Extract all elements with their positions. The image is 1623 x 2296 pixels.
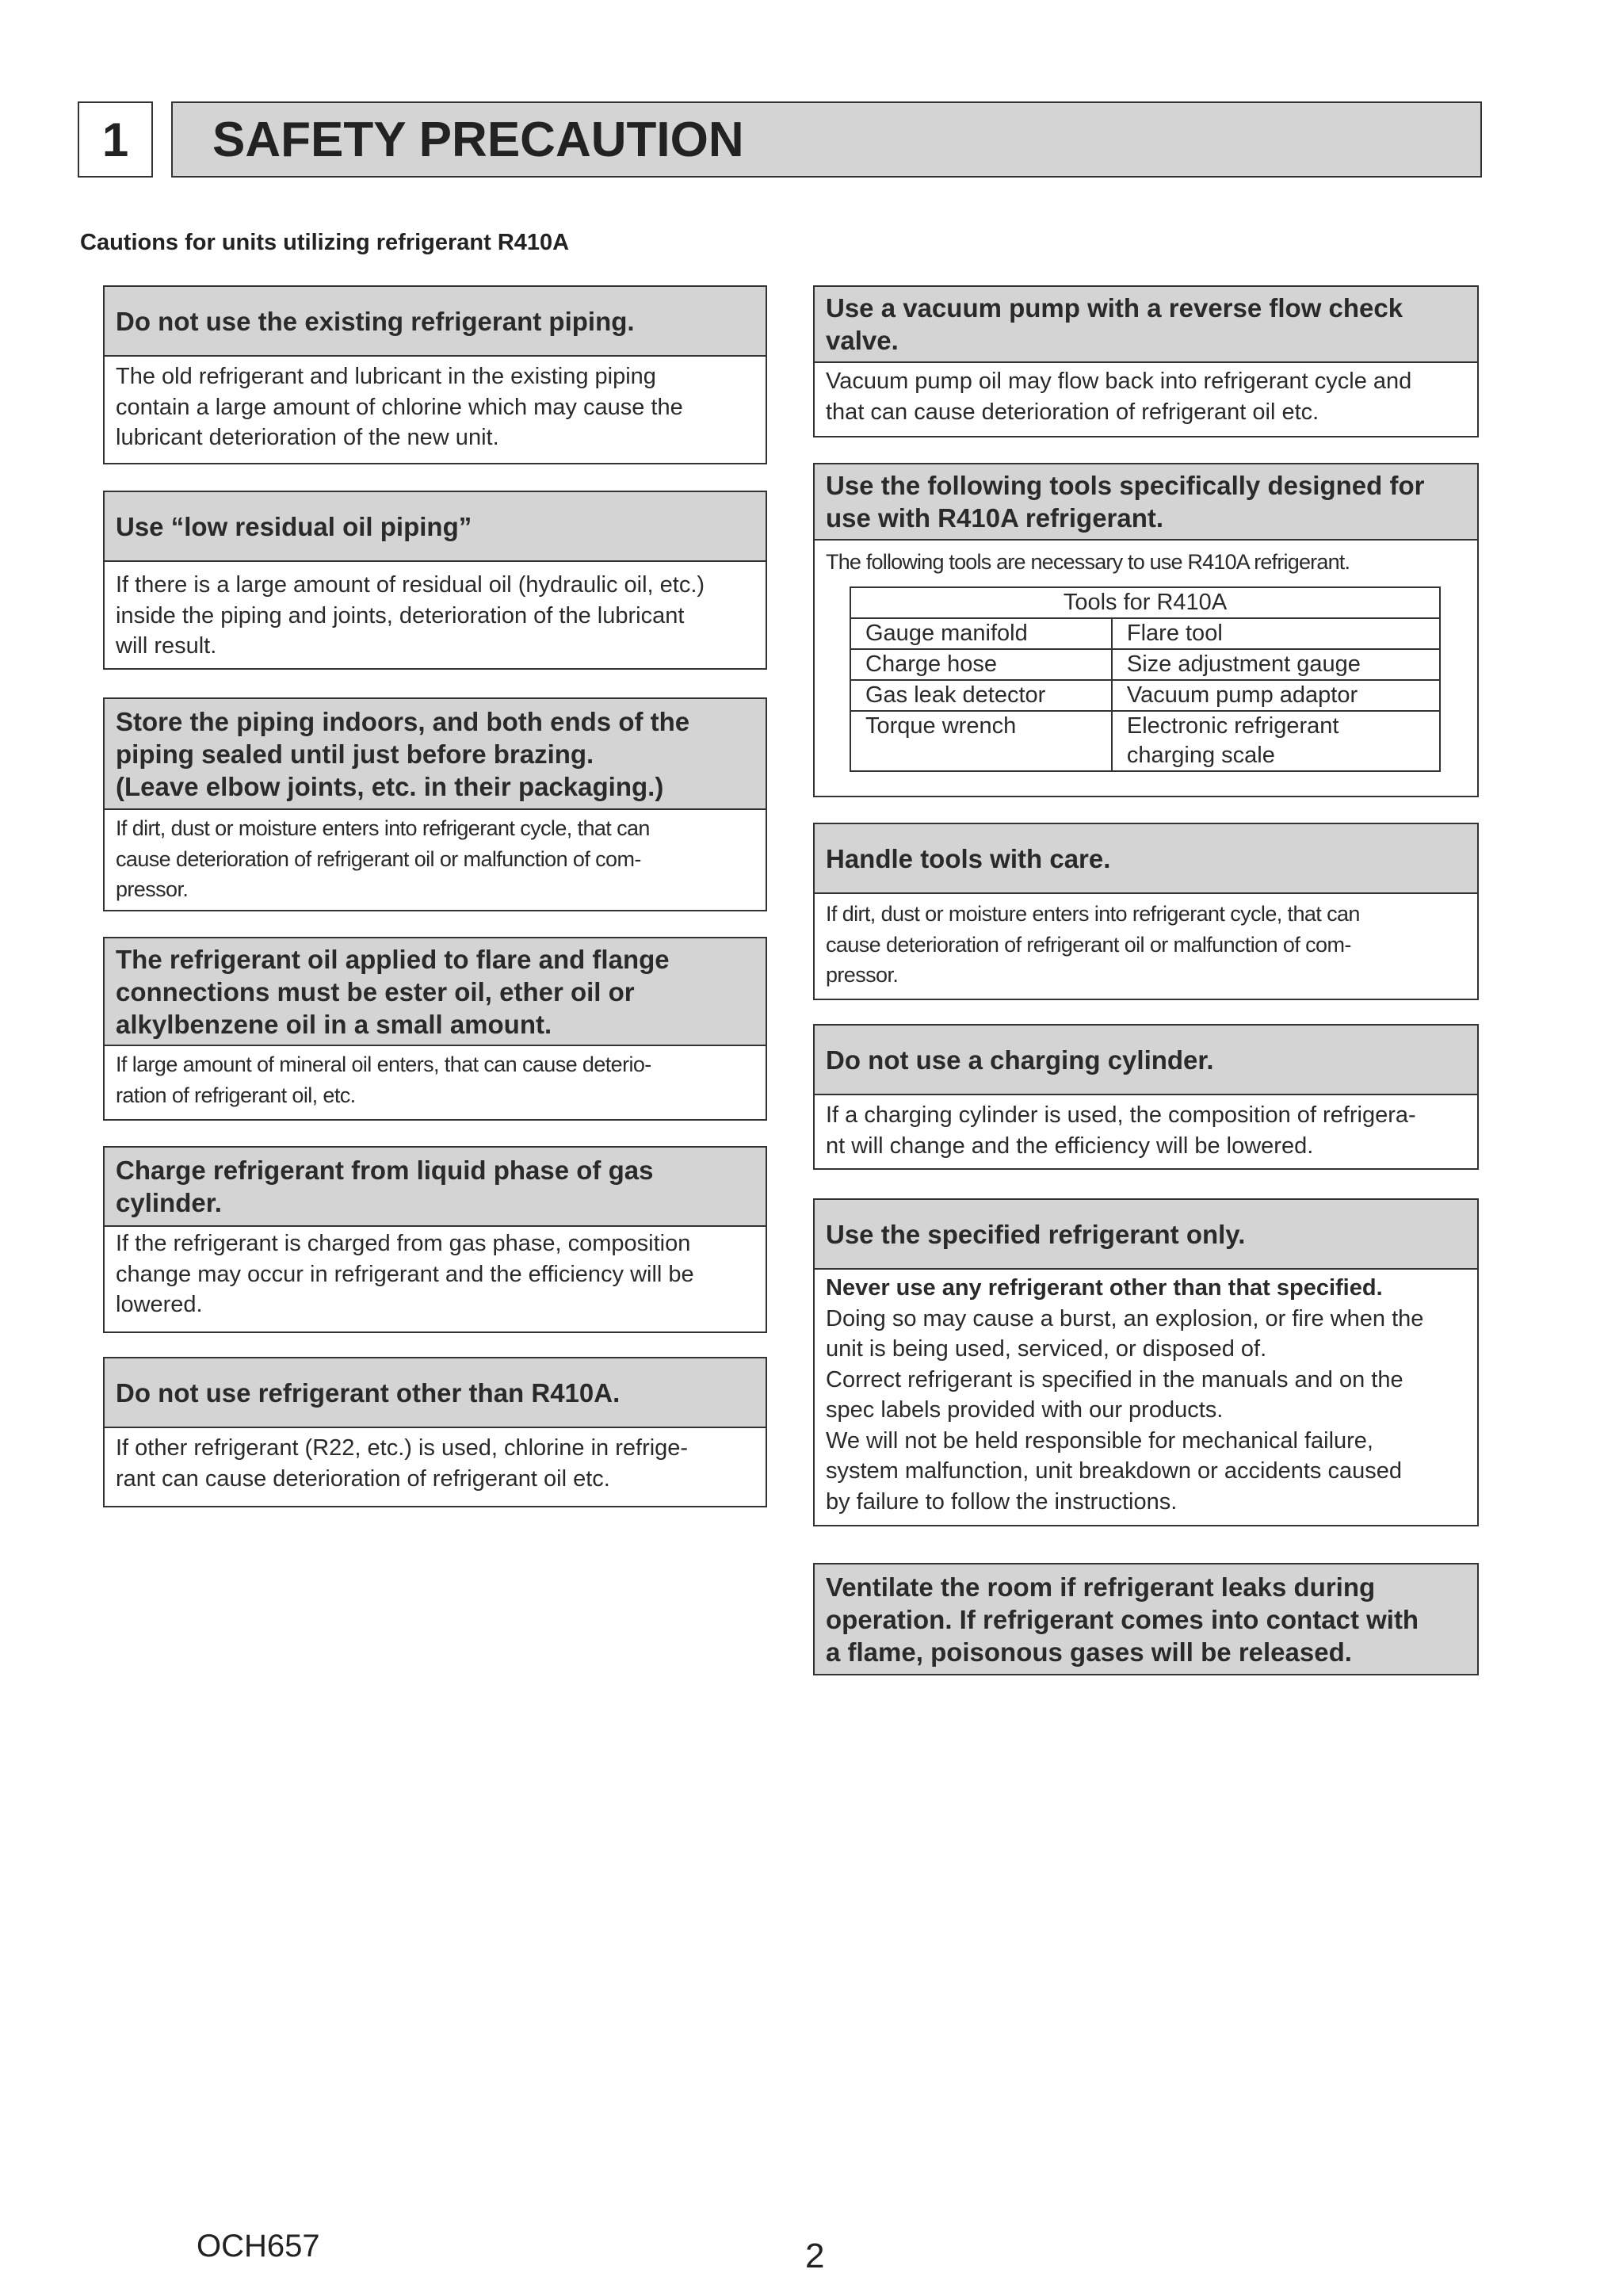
body-line: system malfunction, unit breakdown or accidents caused <box>826 1458 1402 1484</box>
caution-handle-tools <box>813 823 1479 1000</box>
section-number: 1 <box>78 101 153 178</box>
heading-line: cylinder. <box>116 1188 222 1217</box>
table-cell: Size adjustment gauge <box>1112 649 1440 680</box>
caution-ventilate-room <box>813 1563 1479 1675</box>
body-line-bold: Never use any refrigerant other than that specified. <box>826 1275 1383 1301</box>
body-line: nt will change and the efficiency will be lowered. <box>826 1133 1314 1159</box>
table-cell: Electronic refrigerant <box>1112 711 1440 741</box>
heading-line: alkylbenzene oil in a small amount. <box>116 1009 552 1039</box>
body-line: If a charging cylinder is used, the composition of refrigera- <box>826 1102 1416 1128</box>
heading-line: Use the specified refrigerant only. <box>826 1219 1246 1249</box>
table-cell: Vacuum pump adaptor <box>1112 680 1440 711</box>
caution-heading <box>105 1358 766 1428</box>
caution-body <box>105 562 766 662</box>
caution-vacuum-pump <box>813 285 1479 437</box>
table-row <box>850 649 1440 680</box>
heading-line: valve. <box>826 326 899 355</box>
tools-table <box>850 586 1441 772</box>
table-cell: Gas leak detector <box>850 680 1112 711</box>
caution-heading <box>105 938 766 1046</box>
body-line: lubricant deterioration of the new unit. <box>116 425 499 450</box>
page-subtitle: Cautions for units utilizing refrigerant R410A <box>80 230 570 255</box>
table-row <box>850 680 1440 711</box>
caution-charging-cylinder <box>813 1024 1479 1170</box>
body-line: The old refrigerant and lubricant in the existing piping <box>116 364 656 389</box>
caution-body <box>105 1227 766 1320</box>
section-title-text: SAFETY PRECAUTION <box>212 112 744 167</box>
heading-line: Ventilate the room if refrigerant leaks during <box>826 1572 1376 1602</box>
caution-body <box>815 1095 1477 1161</box>
body-line: spec labels provided with our products. <box>826 1397 1224 1423</box>
caution-body <box>105 810 766 905</box>
heading-line: (Leave elbow joints, etc. in their packaging.) <box>116 771 664 801</box>
caution-heading <box>105 287 766 357</box>
heading-line: Use “low residual oil piping” <box>116 511 472 541</box>
body-line: cause deterioration of refrigerant oil or malfunction of com- <box>826 932 1351 957</box>
table-cell: Flare tool <box>1112 618 1440 649</box>
heading-line: Use the following tools specifically designed for <box>826 471 1425 500</box>
body-line: If dirt, dust or moisture enters into refrigerant cycle, that can <box>826 902 1360 926</box>
body-line: will result. <box>116 633 217 659</box>
body-line: pressor. <box>826 963 899 987</box>
caution-other-refrigerant <box>103 1357 767 1507</box>
heading-line: Do not use a charging cylinder. <box>826 1045 1214 1075</box>
heading-line: use with R410A refrigerant. <box>826 503 1164 533</box>
caution-heading <box>815 1200 1477 1270</box>
caution-heading <box>105 492 766 562</box>
body-line: cause deterioration of refrigerant oil or malfunction of com- <box>116 846 641 871</box>
table-cell: Torque wrench <box>850 711 1112 771</box>
section-title <box>171 101 1482 178</box>
body-line: by failure to follow the instructions. <box>826 1488 1178 1515</box>
heading-line: Do not use refrigerant other than R410A. <box>116 1377 621 1408</box>
heading-line: Store the piping indoors, and both ends of the <box>116 706 690 736</box>
body-line: If dirt, dust or moisture enters into refrigerant cycle, that can <box>116 816 650 840</box>
body-line: contain a large amount of chlorine which may cause the <box>116 394 683 420</box>
caution-body <box>105 1428 766 1494</box>
body-line: The following tools are necessary to use R410A refrigerant. <box>826 550 1350 574</box>
heading-line: operation. If refrigerant comes into contact with <box>826 1604 1419 1634</box>
heading-line: Charge refrigerant from liquid phase of gas <box>116 1156 654 1185</box>
caution-heading <box>815 464 1477 541</box>
body-line: pressor. <box>116 877 189 901</box>
caution-body <box>815 1270 1477 1517</box>
table-cell: Gauge manifold <box>850 618 1112 649</box>
caution-heading <box>815 1026 1477 1095</box>
body-line: ration of refrigerant oil, etc. <box>116 1083 356 1107</box>
caution-existing-piping <box>103 285 767 464</box>
table-row <box>850 711 1440 741</box>
body-line: Vacuum pump oil may flow back into refrigerant cycle and <box>826 369 1412 394</box>
body-line: inside the piping and joints, deterioration of the lubricant <box>116 602 685 628</box>
caution-low-residual-oil <box>103 491 767 670</box>
caution-body <box>815 541 1477 578</box>
heading-line: piping sealed until just before brazing. <box>116 739 594 769</box>
caution-heading <box>815 1564 1477 1674</box>
caution-refrigerant-oil <box>103 937 767 1121</box>
caution-charge-liquid-phase <box>103 1146 767 1333</box>
heading-line: Do not use the existing refrigerant piping. <box>116 306 635 336</box>
caution-body <box>815 894 1477 991</box>
body-line: If other refrigerant (R22, etc.) is used, chlorine in refrige- <box>116 1435 689 1461</box>
table-row <box>850 618 1440 649</box>
body-line: rant can cause deterioration of refrigerant oil etc. <box>116 1465 610 1492</box>
body-line: Correct refrigerant is specified in the manuals and on the <box>826 1366 1403 1392</box>
table-header: Tools for R410A <box>850 587 1440 618</box>
caution-body <box>105 357 766 453</box>
caution-heading <box>105 699 766 810</box>
body-line: If the refrigerant is charged from gas phase, composition <box>116 1231 691 1256</box>
heading-line: a flame, poisonous gases will be released. <box>826 1637 1352 1667</box>
page-number: 2 <box>805 2237 825 2275</box>
table-header-row <box>850 587 1440 618</box>
model-code: OCH657 <box>197 2229 320 2264</box>
body-line: that can cause deterioration of refrigerant oil etc. <box>826 399 1319 425</box>
heading-line: Use a vacuum pump with a reverse flow check <box>826 293 1403 323</box>
table-cell: Charge hose <box>850 649 1112 680</box>
caution-heading <box>815 287 1477 363</box>
body-line: Doing so may cause a burst, an explosion, or fire when the <box>826 1305 1424 1331</box>
caution-heading <box>815 824 1477 894</box>
caution-specified-refrigerant <box>813 1198 1479 1526</box>
table-cell: charging scale <box>1112 741 1440 771</box>
body-line: change may occur in refrigerant and the efficiency will be <box>116 1261 694 1287</box>
caution-body <box>105 1046 766 1110</box>
body-line: If large amount of mineral oil enters, that can cause deterio- <box>116 1052 651 1076</box>
body-line: lowered. <box>116 1292 203 1317</box>
heading-line: The refrigerant oil applied to flare and flange <box>116 944 670 974</box>
heading-line: connections must be ester oil, ether oil or <box>116 976 635 1007</box>
caution-heading <box>105 1148 766 1227</box>
body-line: We will not be held responsible for mechanical failure, <box>826 1427 1373 1454</box>
heading-line: Handle tools with care. <box>826 843 1111 873</box>
caution-body <box>815 363 1477 427</box>
caution-store-piping <box>103 697 767 911</box>
body-line: If there is a large amount of residual oil (hydraulic oil, etc.) <box>116 572 705 598</box>
body-line: unit is being used, serviced, or disposed of. <box>826 1336 1267 1362</box>
